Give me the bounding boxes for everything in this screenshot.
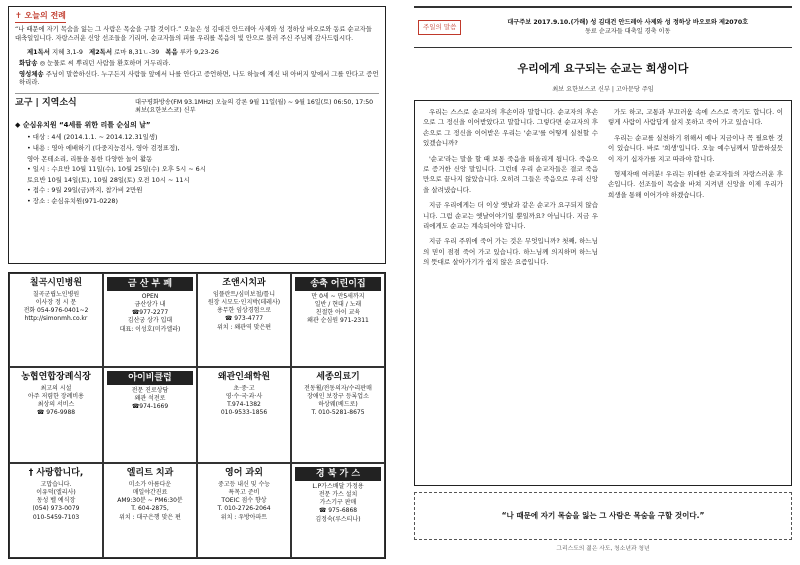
ad-line: ☎ 973-4777: [224, 315, 264, 323]
liturgy-intro: “나 때문에 자기 목숨을 잃는 그 사람은 목숨을 구할 것이다.” 오늘은 성 김대건 안드레아 사제와 성 정하상 바오로와 동료 순교자들 대축일입니다. 자랑스러운 신앙 선조들을 기리며, 순교자들의 피를 우리를 복음의 빛 안으로 불러 주신 주님께 감사드립시다.: [15, 25, 372, 42]
ad-cell: [9, 273, 103, 367]
ad-line: T. 010-5281-8675: [311, 409, 365, 417]
notice-row: • 대상 : 4세 (2014.1.1. ~ 2014.12.31일생): [27, 133, 158, 142]
homily-title: 우리에게 요구되는 순교는 희생이다: [517, 62, 689, 75]
ad-title: 엘리트 치과: [126, 468, 174, 478]
ad-line: 칠곡군립노인병원: [32, 291, 80, 299]
ad-line: 이유덕(엘리사): [36, 489, 76, 497]
quote-box: “나 때문에 자기 목숨을 잃는 그 사람은 목숨을 구할 것이다.”: [414, 492, 792, 540]
ad-line: 최고의 시설: [40, 385, 72, 393]
ad-line: 미소가 아름다운: [128, 481, 172, 489]
notice-row: • 장소 : 순심유치원(971-0228): [27, 197, 118, 206]
ad-title: 세종의료기: [316, 372, 360, 382]
ad-cell: [197, 367, 291, 463]
ad-line: 왜관 석전로: [134, 395, 166, 403]
ad-line: 고맙습니다.: [40, 481, 72, 489]
paragraph: 가도 하고, 고통과 부끄러움 속에 스스로 죽기도 합니다. 이렇게 사람이 사람답게 살지 못하고 죽어 가고 있습니다.: [608, 108, 783, 127]
ad-line: 초·중·고: [233, 385, 255, 393]
ad-line: 왜관 순심원 971-2311: [307, 317, 369, 325]
ad-line: 임플란트/심미보철/틀니: [212, 291, 275, 299]
ad-line: 전문 가스 설치: [318, 491, 358, 499]
homily-body: [414, 100, 792, 486]
ad-line: 김정숙(루스티나): [315, 515, 361, 523]
ad-line: T. 604-2875,: [131, 505, 169, 513]
section-title: 교구 | 지역소식: [15, 93, 379, 109]
paragraph: 지금 우리 주위에 죽어 가는 것은 무엇입니까? 첫째, 하느님의 믿이 점점 죽어 가고 있습니다. 하느님께 의지하며 하느님의 뜻대로 살아가기가 쉽지 않은 요즘입니다.: [423, 237, 598, 267]
ad-cell: [291, 273, 385, 367]
ad-line: ☎977-2277: [131, 309, 169, 317]
ad-line: 금산상가 내: [134, 301, 166, 309]
ad-line: 원장 시모도·인지박(데레사): [207, 299, 281, 307]
ad-line: 전문 진로상담: [131, 387, 169, 395]
ad-line: AM9:30분 ~ PM6:30분: [117, 497, 183, 505]
ad-line: ☎974-1669: [131, 403, 169, 411]
ad-line: 친절한 아이 교육: [315, 309, 361, 317]
ads-grid: [8, 272, 386, 559]
ad-line: 위치 : 왜관역 맞은편: [216, 323, 272, 331]
homily-column-left: [423, 107, 598, 479]
ad-line: 010-9533-1856: [220, 409, 268, 417]
right-page: [414, 6, 792, 559]
paragraph: 우리는 순교를 실천하기 위해서 예나 지금이나 꼭 필요한 것이 있습니다. 바로 '희생'입니다. 오늘 예수님께서 말씀하셨듯이 자기 십자가를 지고 따라야 합니다.: [608, 133, 783, 163]
ad-title: 아이비클럽: [107, 371, 193, 385]
ad-line: 최상의 서비스: [37, 401, 75, 409]
communion-row: 영성체송 주님이 말씀하신다. 누구든지 사람들 앞에서 나를 안다고 증언하면, 나도 하늘에 계신 내 아버지 앞에서 그를 안다고 증언하리라.: [19, 69, 379, 87]
ad-line: 가스기구 판매: [319, 499, 357, 507]
ad-line: 동성 벨 예식장: [36, 497, 76, 505]
ad-title: 경 북 가 스: [295, 467, 381, 481]
ad-title: 칠곡시민병원: [29, 278, 83, 288]
paragraph: 우리는 스스로 순교자의 후손이라 말합니다. 순교자의 후손으로 그 정신을 이어받았다고 말합니다. 그렇다면 순교자의 후손으로 그 정신을 이어받은 우리는 '순교'를 어떻게 실천할 수 있겠습니까?: [423, 108, 598, 148]
ad-cell: [291, 463, 385, 558]
paragraph: '순교'라는 말을 할 때 보통 죽음을 떠올리게 됩니다. 죽음으로 증거한 신앙 말입니다. 그런데 우리 순교자들은 결코 죽음만으로 끝나지 않았습니다. 오히려 그들은 죽음으로 우리 신앙을 살려냈습니다.: [423, 154, 598, 194]
ad-line: T.974-1382: [227, 401, 261, 409]
ad-line: ☎ 976-9988: [36, 409, 76, 417]
paragraph: 지금 우리에게는 더 이상 옛날과 같은 순교가 요구되지 않습니다. 그럼 순교는 옛날이야기일 뿐일까요? 아닙니다. 지금 우리에게도 순교는 계속되어야 합니다.: [423, 201, 598, 230]
ad-line: 위치 : 대구은행 맞은 편: [119, 513, 181, 521]
ad-line: T. 010-2726-2064: [217, 505, 271, 513]
ad-cell: [197, 273, 291, 367]
ad-line: 장애인 보장구 등록업소: [307, 393, 369, 401]
liturgy-box: [8, 6, 386, 264]
ad-line: (054) 973-0079: [32, 505, 80, 513]
notice-title: ◆ 순심유치원 “4세를 위한 리틀 순심의 날”: [15, 120, 151, 129]
ad-line: 용무한 임상경험으로: [216, 307, 272, 315]
ad-cell: [103, 463, 197, 558]
ad-title: † 사랑합니다,: [28, 468, 84, 478]
ad-line: 만 0세 ~ 만5세까지: [311, 293, 365, 301]
ad-title: 송축 어린이집: [295, 277, 381, 291]
ad-line: 하상웨(베드로): [318, 401, 358, 409]
ad-title: 왜관인쇄학원: [217, 372, 271, 382]
left-page: [8, 6, 386, 559]
notice-row: • 일시 : 수요반 10월 11일(수), 10월 25일(수) 오후 5시 ~ 6시: [27, 165, 206, 174]
ad-line: http://simonmh.co.kr: [24, 315, 88, 323]
homily-column-right: [608, 107, 783, 479]
notice-row: • 접수 : 9월 29일(금)까지, 참가비 2만원: [27, 186, 143, 195]
psalm-row: 화답송 ◎ 눈물로 씨 뿌리던 사람들 환호하며 거두리라.: [19, 59, 171, 68]
ad-line: 전화 054-976-0401~2: [23, 307, 89, 315]
ad-line: 중고등 내신 및 수능: [217, 481, 271, 489]
bulletin-header: [414, 6, 792, 48]
notice-row: 영아 몬테소리, 리틀을 통한 다양한 놀이 활동: [27, 154, 153, 163]
ad-line: 아주 저렴한 장례비용: [28, 393, 84, 401]
liturgy-title: ✝ 오늘의 전례: [15, 11, 66, 23]
notice-row: 토요반 10월 14일(토), 10월 28일(토) 오전 10시 ~ 11시: [27, 175, 190, 184]
ad-title: 농협연합장례식장: [21, 372, 91, 382]
footer-caption: 그리스도의 젊은 사도, 청소년과 청년: [556, 546, 650, 552]
ad-cell: [197, 463, 291, 558]
broadcast-info: 대구평화방송(FM 93.1MHz) 오늘의 강론 9월 11일(월) ~ 9월 16일(토) 06:50, 17:50 최보(요한보스코) 신부: [135, 99, 374, 115]
ad-line: 영·수·국·과·사: [225, 393, 263, 401]
ad-cell: [103, 367, 197, 463]
ad-line: 010-5459-7103: [32, 513, 80, 521]
section-tag: 주일의 말씀: [418, 20, 461, 35]
notice-row: • 내용 : 영아 에배하기 (다중지능검사, 영아 검정표정),: [27, 143, 180, 152]
ad-title: 조앤시치과: [222, 278, 266, 288]
ad-title: 영어 과외: [225, 468, 263, 478]
ad-line: TOEIC 점수 향상: [221, 497, 267, 505]
ad-line: 일반 / 현대 / 노래: [314, 301, 362, 309]
ad-line: 전동휠/전동의자/수리판매: [304, 385, 372, 393]
ad-line: L.P가스배달 가정용: [312, 483, 364, 491]
ad-cell: [103, 273, 197, 367]
ad-line: ☎ 975-6868: [318, 507, 358, 515]
ad-line: OPEN: [141, 293, 159, 301]
ad-cell: [9, 463, 103, 558]
ad-line: 김산궁 상가 입대: [127, 317, 173, 325]
ad-title: 금 산 부 페: [107, 277, 193, 291]
ad-line: 매일야간진료: [132, 489, 168, 497]
reading-row: 제1독서 지혜 3,1-9 제2독서 로마 8,31ㄴ-39 복음 루카 9,23-26: [27, 48, 219, 57]
homily-byline: 최보 요한보스코 신부 | 고아문당 주임: [552, 86, 654, 93]
paragraph: 형제자매 여러분! 우리는 위대한 순교자들의 자랑스러운 후손입니다. 선조들이 목숨을 바쳐 지켜낸 신앙을 이제 우리가 희생을 통해 이어가야 하겠습니다.: [608, 169, 783, 199]
issue-info: 대구주보 2017.9.10.(가해) 성 김대건 안드레아 사제와 성 정하상 바오로와 제2070호 동료 순교자들 대축일 경축 이동: [507, 19, 749, 35]
ad-line: 대표: 이성호(미카엘라): [119, 325, 181, 333]
kindergarten-notice: [15, 121, 379, 206]
ad-line: 위치 : 우방아파트: [220, 513, 268, 521]
ad-line: 이사장 정 시 문: [35, 299, 77, 307]
ad-line: 특목고 준비: [228, 489, 260, 497]
ad-cell: [291, 367, 385, 463]
ad-cell: [9, 367, 103, 463]
